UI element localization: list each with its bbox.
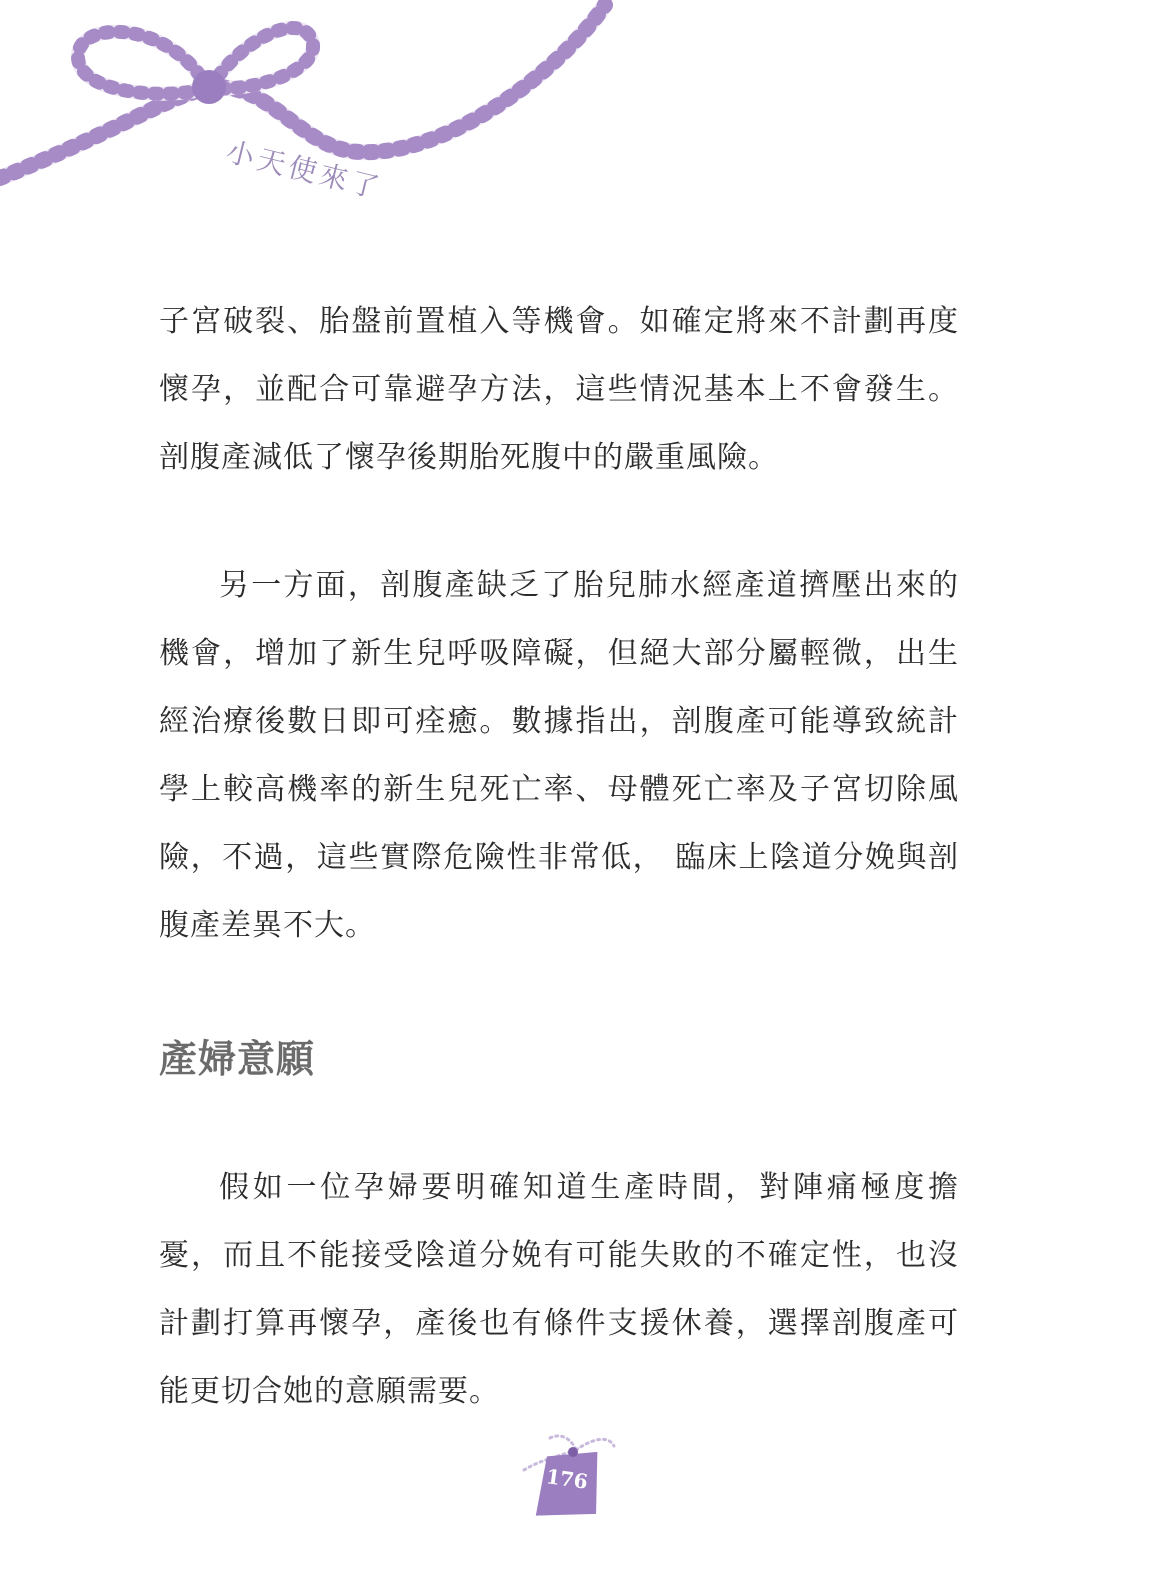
body-paragraph-3: 假如一位孕婦要明確知道生產時間，對陣痛極度擔憂，而且不能接受陰道分娩有可能失敗的不確定性，也沒計劃打算再懷孕，產後也有條件支援休養，選擇剖腹產可能更切合她的意願需要。 (159, 1170, 959, 1409)
body-paragraph-2: 另一方面，剖腹產缺乏了胎兒肺水經產道擠壓出來的機會，增加了新生兒呼吸障礙，但絕大部分屬輕微，出生經治療後數日即可痊癒。數據指出，剖腹產可能導致統計學上較高機率的新生兒死亡率、母體死亡率及子宮切除風險，不過，這些實際危險性非常低， 臨床上陰道分娩與剖腹產差異不大。 (159, 568, 959, 943)
ribbon-bow-icon (0, 0, 640, 230)
running-title: 小天使來了 (222, 134, 387, 206)
body-paragraph-1: 子宮破裂、胎盤前置植入等機會。如確定將來不計劃再度懷孕，並配合可靠避孕方法，這些情況基本上不會發生。剖腹產減低了懷孕後期胎死腹中的嚴重風險。 (159, 304, 959, 475)
page-number: 176 (544, 1464, 590, 1494)
section-heading: 產婦意願 (159, 1037, 316, 1081)
main-content (159, 288, 959, 1426)
